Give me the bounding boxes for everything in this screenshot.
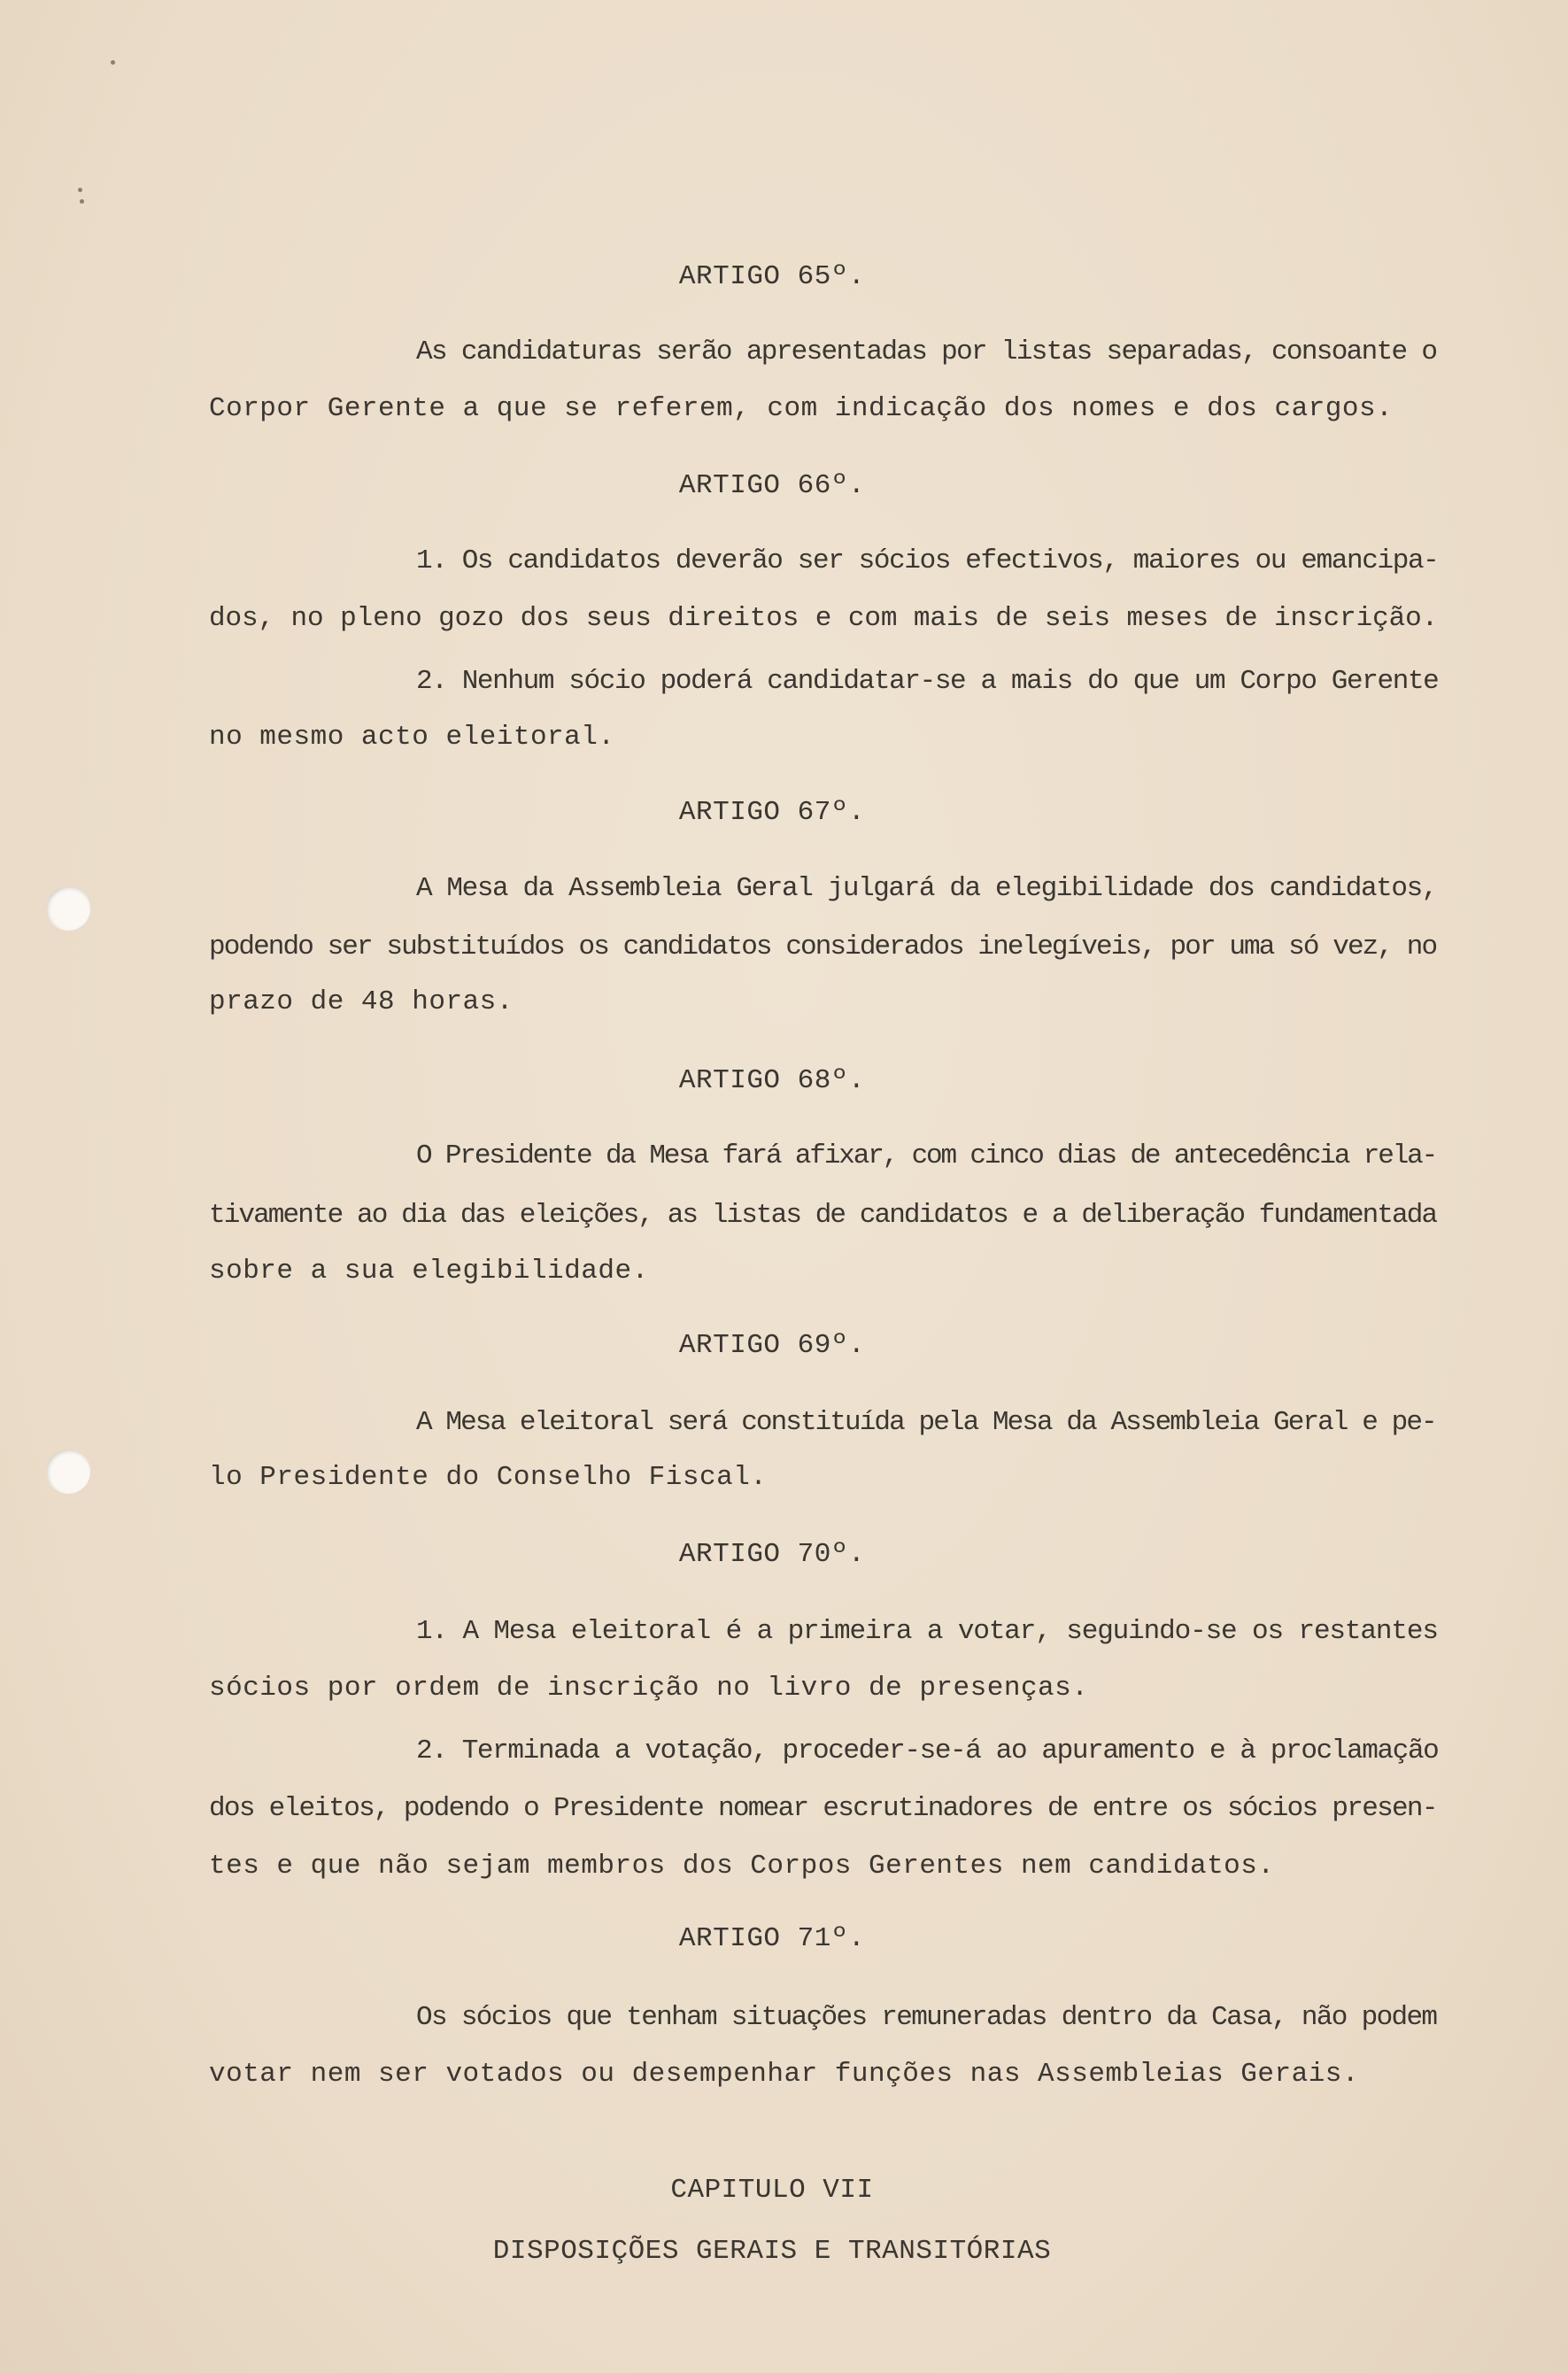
article-70-text: 1. A Mesa eleitoral é a primeira a votar, seguindo-se os restantes [416,1616,1438,1647]
article-65-text: Corpor Gerente a que se referem, com indicação dos nomes e dos cargos. [209,393,1394,424]
article-68-heading: ARTIGO 68º. [678,1065,866,1096]
article-70-text: sócios por ordem de inscrição no livro de presenças. [209,1673,1089,1704]
article-71-heading: ARTIGO 71º. [678,1923,866,1954]
article-66-heading: ARTIGO 66º. [678,470,866,501]
article-68-text: sobre a sua elegibilidade. [209,1256,649,1287]
article-71-text: votar nem ser votados ou desempenhar funções nas Assembleias Gerais. [209,2059,1360,2090]
punch-hole [46,886,90,931]
article-71-text: Os sócios que tenham situações remuneradas dentro da Casa, não podem [416,2002,1437,2033]
article-67-heading: ARTIGO 67º. [678,797,866,828]
article-66-text: 2. Nenhum sócio poderá candidatar-se a mais do que um Corpo Gerente [416,666,1439,697]
article-65-text: As candidaturas serão apresentadas por listas separadas, consoante o [416,336,1437,367]
article-67-text: A Mesa da Assembleia Geral julgará da elegibilidade dos candidatos, [416,873,1438,904]
article-69-text: A Mesa eleitoral será constituída pela Mesa da Assembleia Geral e pe- [416,1407,1436,1438]
article-69-text: lo Presidente do Conselho Fiscal. [209,1462,768,1493]
article-70-heading: ARTIGO 70º. [678,1539,866,1570]
article-66-text: dos, no pleno gozo dos seus direitos e com mais de seis meses de inscrição. [209,603,1439,634]
punch-hole [46,1449,90,1494]
paper-speck [80,199,84,204]
article-65-heading: ARTIGO 65º. [678,261,866,292]
article-69-heading: ARTIGO 69º. [678,1330,866,1361]
paper-speck [111,60,115,65]
article-68-text: O Presidente da Mesa fará afixar, com cinco dias de antecedência rela- [416,1140,1437,1171]
article-70-text: dos eleitos, podendo o Presidente nomear escrutinadores de entre os sócios presen- [209,1793,1437,1824]
article-70-text: 2. Terminada a votação, proceder-se-á ao apuramento e à proclamação [416,1735,1439,1766]
article-67-text: prazo de 48 horas. [209,986,514,1017]
article-66-text: no mesmo acto eleitoral. [209,722,615,753]
chapter-title: CAPITULO VII [670,2175,874,2206]
article-66-text: 1. Os candidatos deverão ser sócios efectivos, maiores ou emancipa- [416,545,1439,576]
article-70-text: tes e que não sejam membros dos Corpos Gerentes nem candidatos. [209,1851,1275,1882]
paper-speck [78,188,82,192]
article-68-text: tivamente ao dia das eleições, as listas de candidatos e a deliberação fundamentada [209,1200,1437,1231]
chapter-subtitle: DISPOSIÇÕES GERAIS E TRANSITÓRIAS [492,2236,1052,2267]
article-67-text: podendo ser substituídos os candidatos considerados inelegíveis, por uma só vez, no [209,931,1437,962]
